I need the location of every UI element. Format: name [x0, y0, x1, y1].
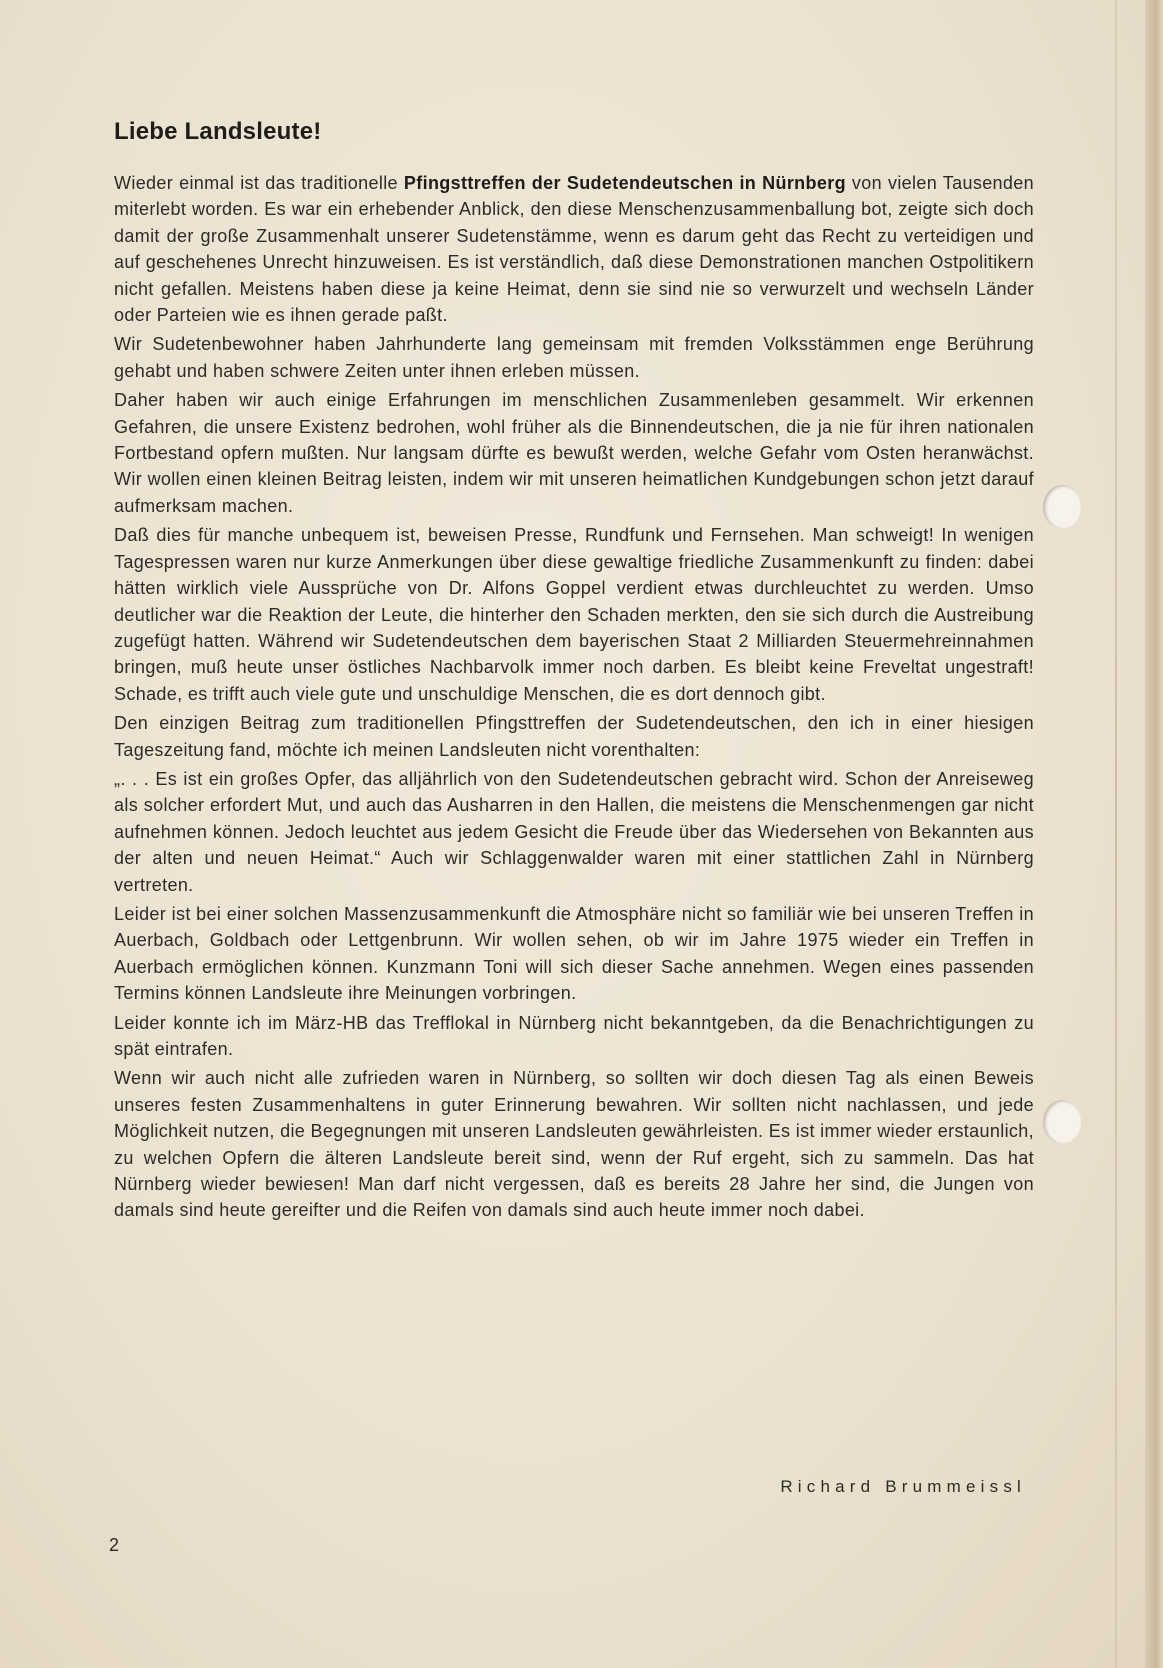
letter-heading: Liebe Landsleute!: [114, 118, 322, 145]
paragraph-1: [114, 170, 1034, 328]
author-signature: Richard Brummeissl: [780, 1477, 1026, 1496]
paragraph-2: Wir Sudetenbewohner haben Jahrhunderte lang gemeinsam mit fremden Volksstämmen enge Berührung gehabt und haben schwere Zeiten unter ihnen erleben müssen.: [114, 334, 1034, 381]
paragraph-3: Daher haben wir auch einige Erfahrungen im menschlichen Zusammenleben gesammelt. Wir erkennen Gefahren, die unsere Existenz bedrohen, wohl früher als die Binnendeutschen, die ja nie für ihren nationalen Fortbestand opfern mußten. Nur langsam dürfte es bewußt werden, welche Gefahr vom Osten heranwächst. Wir wollen einen kleinen Beitrag leisten, indem wir mit unseren heimatlichen Kundgebungen schon jetzt darauf aufmerksam machen.: [114, 390, 1034, 516]
paragraph-5: Den einzigen Beitrag zum traditionellen Pfingsttreffen der Sudetendeutschen, den ich in einer hiesigen Tageszeitung fand, möchte ich meinen Landsleuten nicht vorenthalten:: [114, 713, 1034, 760]
paper-edge: [1145, 0, 1163, 1668]
paragraph-4: Daß dies für manche unbequem ist, beweisen Presse, Rundfunk und Fernsehen. Man schweigt! In wenigen Tagespressen waren nur kurze Anmerkungen über diese gewaltige friedliche Zusammenkunft zu finden: dabei hätten wirklich viele Aussprüche von Dr. Alfons Goppel verdient etwas durchleuchtet zu werden. Umso deutlicher war die Reaktion der Leute, die hinterher den Schaden merkten, den sie sich durch die Austreibung zugefügt hatten. Während wir Sudetendeutschen dem bayerischen Staat 2 Milliarden Steuermehreinnahmen bringen, muß heute unser östliches Nachbarvolk immer noch darben. Es bleibt keine Freveltat ungestraft! Schade, es trifft auch viele gute und unschuldige Menschen, die es dort dennoch gibt.: [114, 525, 1034, 704]
punch-hole-top: [1043, 485, 1081, 529]
punch-hole-bottom: [1043, 1100, 1081, 1144]
newspaper-quote: „. . . Es ist ein großes Opfer, das alljährlich von den Sudetendeutschen gebracht wird. Schon der Anreiseweg als solcher erfordert Mut, und auch das Ausharren in den Hallen, die meistens die Menschenmengen gar nicht aufnehmen können. Jedoch leuchtet aus jedem Gesicht die Freude über das Wiedersehen von Bekannten aus der alten und neuen Heimat.“ Auch wir Schlaggenwalder waren mit einer stattlichen Zahl in Nürnberg vertreten.: [114, 768, 1034, 895]
letter-body: [114, 118, 1034, 1227]
paragraph-9: Wenn wir auch nicht alle zufrieden waren in Nürnberg, so sollten wir doch diesen Tag als einen Beweis unseres festen Zusammenhaltens in guter Erinnerung bewahren. Wir sollten nicht nachlassen, und jede Möglichkeit nutzen, die Begegnungen mit unseren Landsleuten gewährleisten. Es ist immer wieder erstaunlich, zu welchen Opfern die älteren Landsleute bereit sind, wenn der Ruf ergeht, sich zu sammeln. Das hat Nürnberg wieder bewiesen! Man darf nicht vergessen, daß es bereits 28 Jahre her sind, die Jungen von damals sind heute gereifter und die Reifen von damals sind auch heute immer noch dabei.: [114, 1068, 1034, 1221]
paragraph-8: Leider konnte ich im März-HB das Trefflokal in Nürnberg nicht bekanntgeben, da die Benachrichtigungen zu spät eintrafen.: [114, 1012, 1034, 1059]
paragraph-7: Leider ist bei einer solchen Massenzusammenkunft die Atmosphäre nicht so familiär wie bei unseren Treffen in Auerbach, Goldbach oder Lettgenbrunn. Wir wollen sehen, ob wir im Jahre 1975 wieder ein Treffen in Auerbach ermöglichen können. Kunzmann Toni will sich dieser Sache annehmen. Wegen eines passenden Termins können Landsleute ihre Meinungen vorbringen.: [114, 903, 1034, 1004]
paragraph-1-rest: von vielen Tausenden miterlebt worden. Es war ein erhebender Anblick, den diese Menschenzusammenballung bot, zeigte sich doch damit der große Zusammenhalt unserer Sudetenstämme, wenn es darum geht das Recht zu verteidigen und auf geschehenes Unrecht hinzuweisen. Es ist verständlich, daß diese Demonstrationen manchen Ostpolitikern nicht gefallen. Meistens haben diese ja keine Heimat, denn sie sind nie so verwurzelt und wechseln Länder oder Parteien wie es ihnen gerade paßt.: [114, 173, 1034, 326]
binding-fold: [1115, 0, 1117, 1668]
page-number: 2: [109, 1535, 120, 1555]
event-name: Pfingsttreffen der Sudetendeutschen in Nürnberg: [403, 173, 846, 193]
paragraph-1-intro: Wieder einmal ist das traditionelle: [114, 173, 404, 193]
